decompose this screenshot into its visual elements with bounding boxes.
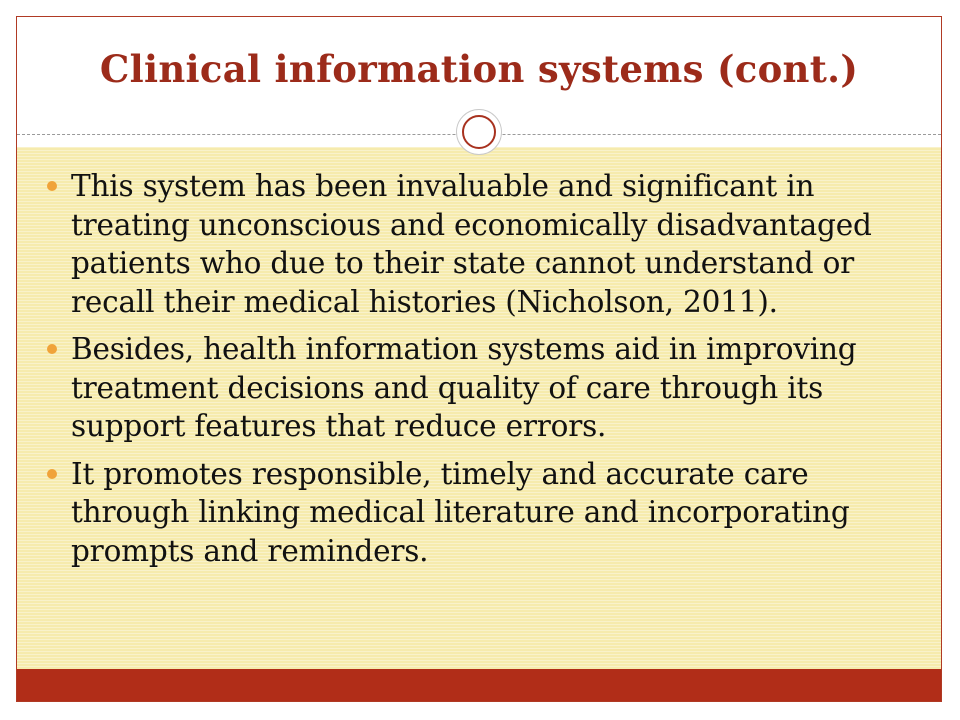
- slide-title: Clinical information systems (cont.): [99, 47, 859, 91]
- bullet-text: Besides, health information systems aid in improving treatment decisions and quality of care through its support features that reduce errors.: [71, 332, 857, 443]
- bullet-item: [47, 167, 917, 321]
- bullet-dot-icon: [47, 469, 57, 479]
- bullet-text: It promotes responsible, timely and accurate care through linking medical literature and incorporating prompts and reminders.: [71, 456, 850, 568]
- bullet-text: This system has been invaluable and significant in treating unconscious and economically disadvantaged patients who due to their state cannot understand or recall their medical histories (Nicholson, 2011).: [71, 169, 872, 319]
- bullet-item: [47, 455, 917, 571]
- bullet-list: [47, 167, 917, 579]
- bullet-dot-icon: [47, 181, 57, 191]
- circle-ornament-icon: [456, 109, 502, 155]
- bullet-item: [47, 330, 917, 446]
- bullet-dot-icon: [47, 344, 57, 354]
- footer-bar: [17, 669, 941, 701]
- slide: [16, 16, 942, 702]
